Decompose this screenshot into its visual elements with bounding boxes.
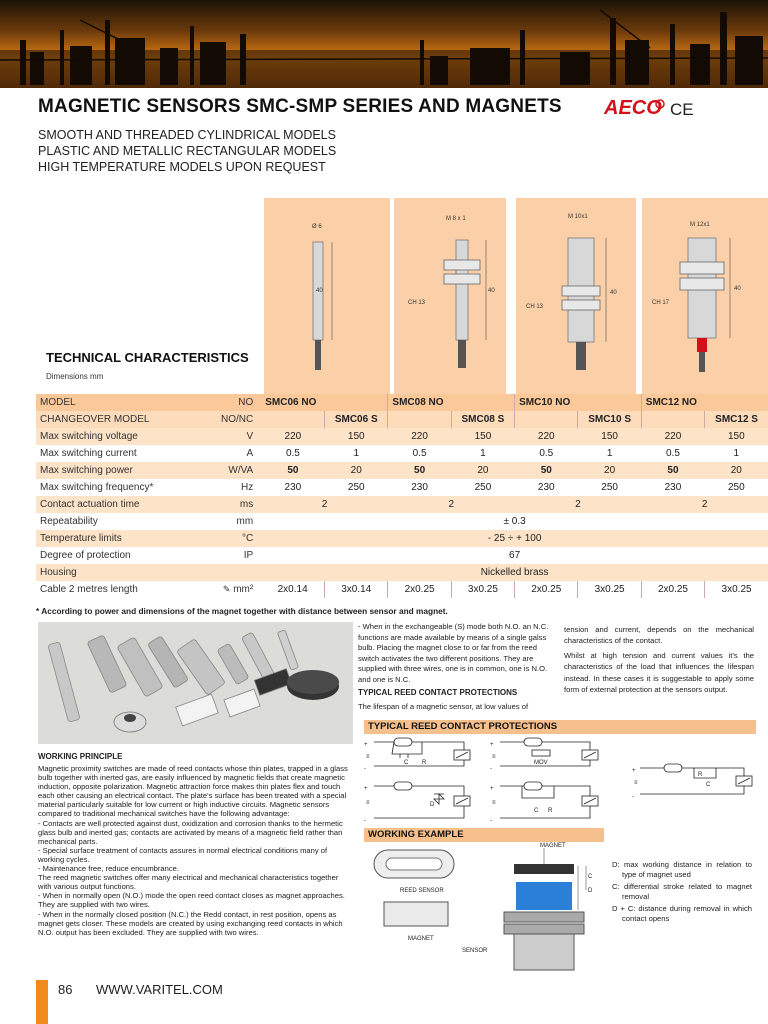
table-row [36, 462, 768, 479]
svg-text:-: - [364, 818, 366, 824]
svg-text:AECO: AECO [604, 97, 662, 119]
working-principle-text [38, 764, 353, 937]
value-cell: 2x0.14 [277, 584, 308, 595]
value-cell: 230 [664, 482, 682, 493]
products-photo [38, 622, 353, 744]
value-cell: 2x0.25 [388, 581, 451, 598]
table-row [36, 530, 768, 547]
value-cell: 3x0.25 [705, 581, 768, 598]
value-cell: 1 [733, 448, 740, 459]
table-row [36, 394, 768, 411]
row-unit: mm² [233, 584, 254, 595]
row-label: Max switching frequency* [40, 482, 154, 493]
circuit-label: R [422, 760, 427, 766]
legend-item: D: max working distance in relation to type of magnet used [612, 860, 752, 879]
value-cell: 0.5 [539, 448, 554, 459]
ce-mark: CE [670, 100, 694, 119]
value-cell: 2 [388, 496, 515, 513]
svg-text:≡: ≡ [366, 800, 370, 806]
label-magnet: MAGNET [408, 936, 434, 942]
value-cell: 0.5 [666, 448, 680, 459]
value-cell: 0.5 [285, 448, 300, 459]
row-unit: Hz [240, 482, 254, 493]
svg-text:-: - [364, 766, 366, 772]
value-cell: 220 [641, 428, 704, 445]
paragraph: - When in the exchangeable (S) mode both N.O. an N.C. functions are made available by means of a single galss bulb. Placing the magnet close to or far from the reed switch activates the two different positions. They are supplied with three wires, one is in common, one is N.O. and one is N.C. [358, 622, 549, 684]
circuits-title: TYPICAL REED CONTACT PROTECTIONS [364, 720, 756, 734]
value-cell: 2 [261, 496, 388, 513]
header-banner-image [0, 0, 768, 88]
technical-title: TECHNICAL CHARACTERISTICS [46, 350, 249, 365]
dim-label-smc12: M 12x1 [690, 222, 710, 228]
value-cell: 230 [284, 482, 302, 493]
working-example-legend [612, 860, 752, 926]
value-cell: 1 [606, 448, 613, 459]
svg-text:CH 13: CH 13 [408, 300, 426, 306]
subtitle-line: HIGH TEMPERATURE MODELS UPON REQUEST [38, 160, 326, 174]
value-cell: 250 [474, 482, 492, 493]
row-label: MODEL [36, 394, 215, 411]
pencil-icon: ✎ [222, 584, 231, 594]
subtitle-line: SMOOTH AND THREADED CYLINDRICAL MODELS [38, 128, 336, 142]
svg-text:+: + [364, 786, 368, 792]
paragraph: - Special surface treatment of contacts assures in normal electrical conditions many of working cycles. [38, 845, 328, 864]
model-cell: SMC08 NO [388, 394, 515, 411]
value-cell: 20 [451, 462, 514, 479]
svg-text:40: 40 [316, 288, 323, 294]
dim-label-smc06: Ø 6 [312, 224, 322, 230]
legend-item: C: differential stroke related to magnet removal [612, 882, 752, 901]
row-label: Repeatability [40, 516, 98, 527]
value-cell: 3x0.25 [578, 581, 641, 598]
value-cell: 230 [537, 482, 555, 493]
table-row [36, 411, 768, 428]
table-row [36, 445, 768, 462]
section-subtitle: TYPICAL REED CONTACT PROTECTIONS [358, 687, 518, 697]
changeover-cell: SMC06 S [325, 411, 388, 428]
paragraph: The reed magnetic switches offer many electrical and mechanical characteristics together with various output functions. [38, 873, 339, 892]
row-label: Degree of protection [40, 550, 131, 561]
paragraph: - When in normally open (N.O.) mode the open reed contact closes as magnet approaches. They are supplied with two wires. [38, 891, 345, 910]
paragraph: Whilst at high tension and current values it's the characteristics of the load that influences the lifespan instead. In these cases it is suggestable to apply some form of external protection at the sensors output. [564, 650, 754, 695]
svg-text:40: 40 [734, 286, 741, 292]
row-unit: NO/NC [215, 411, 261, 428]
row-unit: °C [215, 530, 261, 547]
circuit-label: C [706, 782, 711, 788]
value-cell: ± 0.3 [503, 516, 526, 527]
row-unit: IP [243, 550, 254, 561]
paragraph: - Contacts are well protected against dust, oxidization and corrosion thanks to the hermetic glass bulb and inerted gas; contacts are activated by means of a magnetic field rather than mechanical parts. [38, 818, 343, 846]
svg-text:+: + [632, 768, 636, 774]
svg-text:40: 40 [610, 290, 617, 296]
row-unit: NO [215, 394, 261, 411]
value-cell: 250 [727, 482, 745, 493]
value-cell: 2x0.25 [641, 581, 704, 598]
table-footnote: * According to power and dimensions of the magnet together with distance between sensor and magnet. [36, 606, 448, 616]
model-cell: SMC12 NO [641, 394, 768, 411]
circuit-label: C [404, 760, 409, 766]
circuit-label: MOV [534, 760, 548, 766]
paragraph: The lifespan of a magnetic sensor, at low values of [358, 702, 529, 712]
value-cell: 50 [388, 462, 451, 479]
circuit-label: R [548, 808, 553, 814]
row-unit [215, 564, 261, 581]
table-row [36, 564, 768, 581]
row-label: Max switching voltage [36, 428, 215, 445]
value-cell: - 25 ÷ + 100 [261, 530, 768, 547]
value-cell: 150 [705, 428, 768, 445]
value-cell: 150 [578, 428, 641, 445]
value-cell: 2 [641, 496, 768, 513]
row-label: Temperature limits [36, 530, 215, 547]
value-cell: 67 [509, 550, 521, 561]
circuit-label: R [698, 772, 703, 778]
svg-text:-: - [490, 766, 492, 772]
row-label: CHANGEOVER MODEL [36, 411, 215, 428]
table-row [36, 581, 768, 598]
row-label: Housing [36, 564, 215, 581]
changeover-cell: SMC10 S [578, 411, 641, 428]
value-cell: 1 [353, 448, 360, 459]
svg-text:40: 40 [488, 288, 495, 294]
svg-text:CH 17: CH 17 [652, 300, 670, 306]
protection-circuits-diagram [364, 734, 756, 824]
changeover-cell: SMC12 S [705, 411, 768, 428]
value-cell: 3x0.14 [325, 581, 388, 598]
value-cell: 1 [480, 448, 486, 459]
dim-label-smc10: M 10x1 [568, 214, 588, 220]
changeover-cell: SMC08 S [451, 411, 514, 428]
label-d: D [588, 888, 593, 894]
row-label: Max switching power [36, 462, 215, 479]
legend-item: D + C: distance during removal in which contact opens [612, 904, 752, 923]
svg-text:CH 13: CH 13 [526, 304, 544, 310]
value-cell: 2x0.25 [515, 581, 578, 598]
value-cell: 20 [705, 462, 768, 479]
page-accent-bar [36, 980, 48, 1024]
table-row [36, 547, 768, 564]
value-cell: 230 [411, 482, 428, 493]
middle-column-text [358, 622, 554, 713]
value-cell: 220 [261, 428, 324, 445]
svg-text:-: - [632, 794, 634, 800]
table-row [36, 496, 768, 513]
circuit-label: D [430, 802, 435, 808]
row-label: Max switching current [40, 448, 137, 459]
dimensions-note: Dimensions mm [46, 372, 104, 381]
svg-text:+: + [490, 786, 494, 792]
value-cell: 150 [451, 428, 514, 445]
value-cell: 20 [578, 462, 641, 479]
value-cell: 2 [515, 496, 642, 513]
value-cell: 0.5 [412, 448, 427, 459]
value-cell: 50 [261, 462, 324, 479]
spec-table [36, 394, 768, 598]
row-unit: A [246, 448, 254, 459]
svg-text:≡: ≡ [492, 800, 496, 806]
product-drawings [0, 198, 768, 398]
table-row [36, 479, 768, 496]
working-principle-title: WORKING PRINCIPLE [38, 752, 123, 761]
model-cell: SMC10 NO [515, 394, 642, 411]
working-example-title: WORKING EXAMPLE [364, 828, 604, 842]
value-cell: 250 [601, 482, 618, 493]
dim-label-smc08: M 8 x 1 [446, 216, 466, 222]
row-label: Contact actuation time [36, 496, 215, 513]
svg-text:-: - [490, 818, 492, 824]
svg-text:≡: ≡ [366, 754, 370, 760]
row-unit: ms [215, 496, 261, 513]
subtitle-list [38, 127, 336, 175]
svg-text:≡: ≡ [492, 754, 496, 760]
paragraph: Magnetic proximity switches are made of reed contacts whose thin plates, trapped in a glass bulb together with inerted gas, are easily influenced by magnetic fields that create magnetic induction, opposite polarization. Magnetic attraction force makes thin plates flex and touch each other causing an electrical contact. The plate's surface has been treated with a special material particularly suitable for low current or high inductive circuits. Magnetic sensors compared to traditional mechanical switches have the following advantage: [38, 764, 348, 819]
page-number: 86 [58, 982, 73, 997]
value-cell: 50 [641, 462, 704, 479]
paragraph: - When in the normally closed position (N.C.) the Redd contact, in rest position, opens as magnet gets closer. These models are created by using exchanging reed contacts in which N.O. output has been excluded. They are supplied with two wires. [38, 909, 343, 937]
label-sensor: SENSOR [462, 948, 488, 954]
footer-url[interactable]: WWW.VARITEL.COM [96, 982, 223, 997]
value-cell: 220 [515, 428, 578, 445]
row-label: Cable 2 metres length [40, 584, 138, 595]
value-cell: 250 [347, 482, 365, 493]
page-title: MAGNETIC SENSORS SMC-SMP SERIES AND MAGNETS [38, 96, 562, 117]
row-unit: mm [236, 516, 254, 527]
row-unit: V [215, 428, 261, 445]
svg-text:+: + [364, 742, 368, 748]
value-cell: 50 [515, 462, 578, 479]
value-cell: 150 [325, 428, 388, 445]
label-magnet-top: MAGNET [540, 843, 566, 849]
aeco-logo [604, 94, 694, 120]
right-column-text [564, 624, 754, 695]
label-reed-sensor: REED SENSOR [400, 888, 444, 894]
model-cell: SMC06 NO [261, 394, 388, 411]
table-row [36, 428, 768, 445]
row-unit: W/VA [215, 462, 261, 479]
paragraph: - Maintenance free, reduce encumbrance. [38, 864, 179, 874]
value-cell: Nickelled brass [261, 564, 768, 581]
label-c: C [588, 874, 593, 880]
table-row [36, 513, 768, 530]
subtitle-line: PLASTIC AND METALLIC RECTANGULAR MODELS [38, 144, 337, 158]
circuit-label: C [534, 808, 539, 814]
svg-text:+: + [490, 742, 494, 748]
value-cell: 20 [325, 462, 388, 479]
value-cell: 220 [388, 428, 451, 445]
value-cell: 3x0.25 [451, 581, 514, 598]
svg-text:≡: ≡ [634, 780, 638, 786]
paragraph: tension and current, depends on the mechanical characteristics of the contact. [564, 625, 754, 646]
